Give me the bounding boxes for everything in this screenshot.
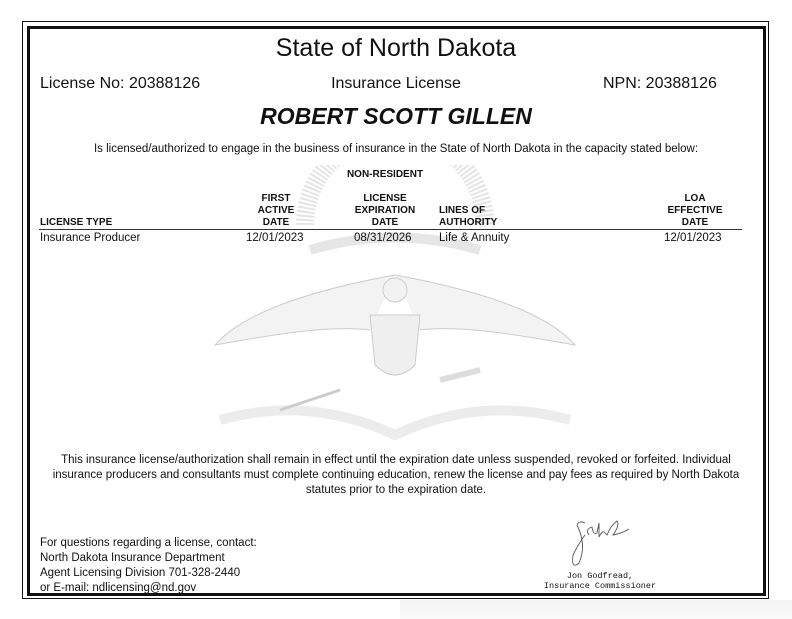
header-first-active-date: [240, 193, 312, 229]
header-line: FIRST: [261, 193, 291, 204]
document-type: Insurance License: [331, 75, 461, 92]
signatory: [520, 571, 680, 591]
contact-line: Agent Licensing Division 701-328-2440: [40, 567, 241, 579]
header-line: EXPIRATION: [354, 205, 416, 216]
cell-expiration-date: 08/31/2026: [354, 232, 412, 244]
contact-line: or E-mail: ndlicensing@nd.gov: [40, 582, 197, 594]
license-number: License No: 20388126: [40, 75, 201, 92]
contact-info: [40, 536, 257, 596]
validity-notice: This insurance license/authorization shall remain in effect until the expiration date unless suspended, revoked or forfeited. Individual insurance producers and consultants must complete continuing education, renew the license and pay fees as required by North Dakota statutes prior to the expiration date.: [52, 454, 740, 496]
table-header-divider: [39, 229, 742, 230]
npn-number: NPN: 20388126: [603, 75, 717, 92]
header-line: ACTIVE: [257, 205, 295, 216]
header-line: DATE: [371, 217, 399, 228]
header-line: LINES OF: [439, 205, 486, 216]
header-lines-of-authority: [439, 205, 497, 229]
cell-first-active-date: 12/01/2023: [246, 232, 304, 244]
header-loa-effective-date: [655, 193, 735, 229]
header-line: NON-RESIDENT: [346, 169, 424, 180]
signatory-name: Jon Godfread,: [566, 571, 634, 581]
cell-loa-effective-date: 12/01/2023: [664, 232, 722, 244]
cell-license-type: Insurance Producer: [40, 232, 141, 244]
licensee-name: ROBERT SCOTT GILLEN: [260, 103, 532, 129]
contact-line: For questions regarding a license, contact:: [40, 537, 257, 549]
header-line: EFFECTIVE: [667, 205, 723, 216]
header-expiration-date: [340, 169, 430, 229]
header-line: DATE: [262, 217, 290, 228]
intro-statement: Is licensed/authorized to engage in the business of insurance in the State of North Dakota in the capacity stated below:: [93, 143, 699, 155]
cell-lines-of-authority: Life & Annuity: [439, 232, 510, 244]
header-line: LOA: [684, 193, 706, 204]
signatory-title: Insurance Commissioner: [543, 581, 657, 591]
contact-line: North Dakota Insurance Department: [40, 552, 225, 564]
header-license-type: LICENSE TYPE: [40, 217, 113, 228]
header-line: DATE: [681, 217, 709, 228]
header-line: AUTHORITY: [439, 217, 498, 228]
signature-icon: [565, 515, 635, 570]
state-title: State of North Dakota: [275, 34, 517, 62]
page-shadow: [400, 600, 792, 619]
header-line: LICENSE: [363, 193, 407, 204]
